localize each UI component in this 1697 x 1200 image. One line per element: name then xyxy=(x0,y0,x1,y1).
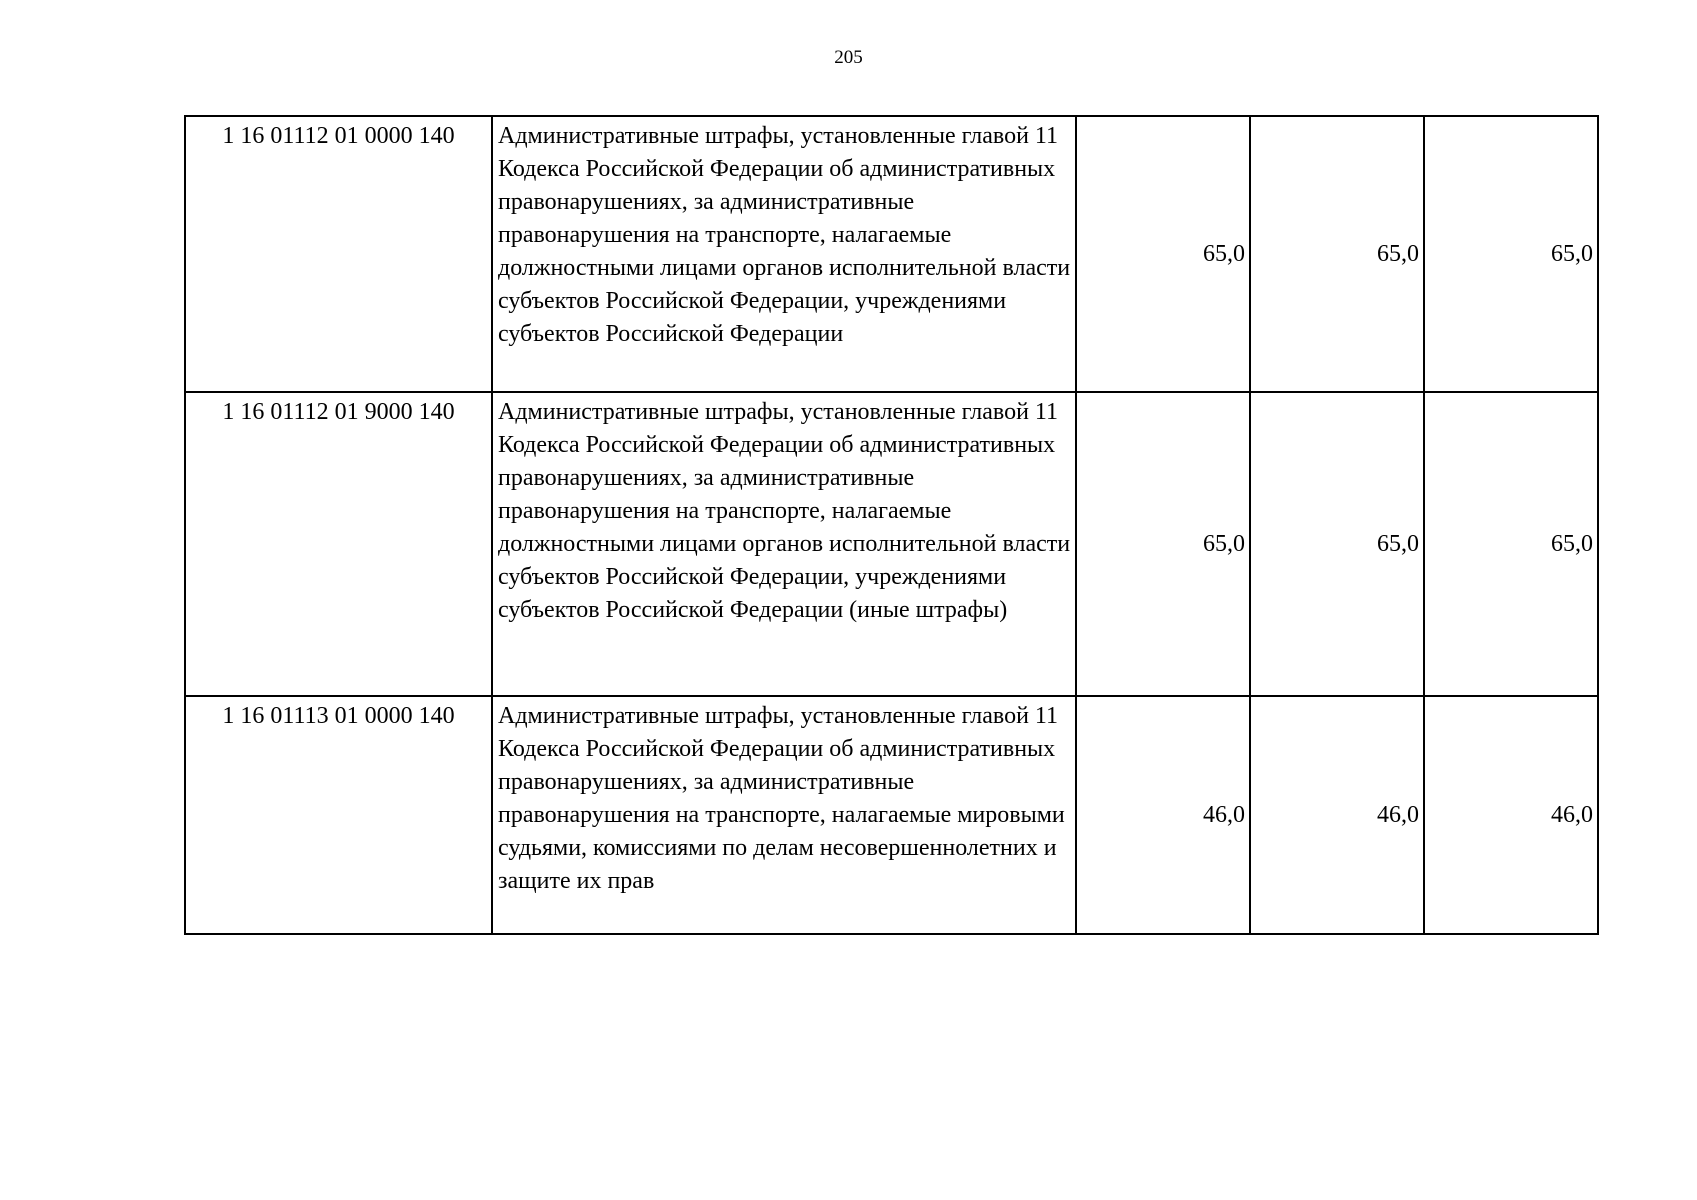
budget-code-cell: 1 16 01112 01 9000 140 xyxy=(185,392,492,696)
description-cell: Административные штрафы, установленные главой 11 Кодекса Российской Федерации об административных правонарушениях, за административные правонарушения на транспорте, налагаемые должностными лицами органов исполнительной власти субъектов Российской Федерации, учреждениями субъектов Российской Федерации xyxy=(492,116,1076,392)
value-cell-year-3: 65,0 xyxy=(1424,392,1598,696)
revenue-table xyxy=(184,115,1599,935)
value-cell-year-2: 65,0 xyxy=(1250,116,1424,392)
table-row xyxy=(185,392,1598,696)
table-row xyxy=(185,116,1598,392)
value-cell-year-1: 46,0 xyxy=(1076,696,1250,934)
value-cell-year-3: 46,0 xyxy=(1424,696,1598,934)
value-cell-year-2: 46,0 xyxy=(1250,696,1424,934)
budget-code-cell: 1 16 01112 01 0000 140 xyxy=(185,116,492,392)
description-cell: Административные штрафы, установленные главой 11 Кодекса Российской Федерации об административных правонарушениях, за административные правонарушения на транспорте, налагаемые должностными лицами органов исполнительной власти субъектов Российской Федерации, учреждениями субъектов Российской Федерации (иные штрафы) xyxy=(492,392,1076,696)
budget-code-cell: 1 16 01113 01 0000 140 xyxy=(185,696,492,934)
description-cell: Административные штрафы, установленные главой 11 Кодекса Российской Федерации об административных правонарушениях, за административные правонарушения на транспорте, налагаемые мировыми судьями, комиссиями по делам несовершеннолетних и защите их прав xyxy=(492,696,1076,934)
value-cell-year-1: 65,0 xyxy=(1076,116,1250,392)
value-cell-year-2: 65,0 xyxy=(1250,392,1424,696)
page-number: 205 xyxy=(834,47,863,68)
table-row xyxy=(185,696,1598,934)
value-cell-year-3: 65,0 xyxy=(1424,116,1598,392)
value-cell-year-1: 65,0 xyxy=(1076,392,1250,696)
